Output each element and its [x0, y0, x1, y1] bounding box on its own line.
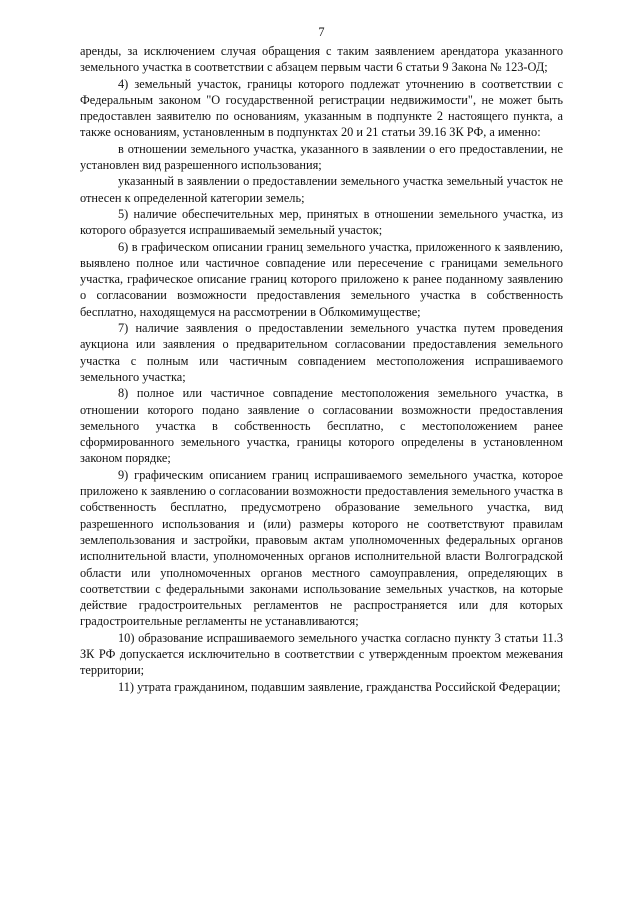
paragraph-item-11: 11) утрата гражданином, подавшим заявление, гражданства Российской Федерации;	[118, 679, 561, 694]
paragraph-item-6: 6) в графическом описании границ земельного участка, приложенного к заявлению, выявлено полное или частичное совпадение или пересечение с границами земельного участка, графическое описание границ которого приложено к ранее поданному заявлению о согласовании возможности предоставления земельного участка в собственность бесплатно, находящемуся на рассмотрении в Облкомимуществе;	[80, 239, 563, 319]
paragraph-item-8: 8) полное или частичное совпадение местоположения земельного участка, в отношении которого подано заявление о согласовании возможности предоставления земельного участка в собственность бесплатно, с местоположением ранее сформированного земельного участка, границы которого определены в установленном законом порядке;	[80, 386, 563, 466]
paragraph-item-10: 10) образование испрашиваемого земельного участка согласно пункту 3 статьи 11.3 ЗК РФ допускается исключительно в соответствии с утвержденным проектом межевания территории;	[80, 630, 563, 678]
paragraph-item-9: 9) графическим описанием границ испрашиваемого земельного участка, которое приложено к заявлению о согласовании возможности предоставления земельного участка в собственность бесплатно, предусмотрено образование земельного участка, вид разрешенного использования и (или) размеры которого не соответствуют правилам землепользования и застройки, правовым актам уполномоченных федеральных органов исполнительной власти, уполномоченных органов исполнительной власти Волгоградской области или уполномоченных органов местного самоуправления, определяющих в соответствии с федеральными законами использование земельных участков, на которые действие градостроительных регламентов не распространяется или для которых градостроительные регламенты не устанавливаются;	[80, 467, 563, 629]
paragraph-item-5: 5) наличие обеспечительных мер, принятых в отношении земельного участка, из которого образуется испрашиваемый земельный участок;	[80, 206, 563, 238]
paragraph-item-4-sub-2: указанный в заявлении о предоставлении земельного участка земельный участок не отнесен к определенной категории земель;	[80, 174, 563, 205]
paragraph-continuation: аренды, за исключением случая обращения с таким заявлением арендатора указанного земельного участка в соответствии с абзацем первым части 6 статьи 9 Закона № 123-ОД;	[80, 44, 563, 75]
paragraph-item-7: 7) наличие заявления о предоставлении земельного участка путем проведения аукциона или заявления о предварительном согласовании предоставления земельного участка с полным или частичным совпадением местоположения испрашиваемого земельного участка;	[80, 321, 563, 384]
page-number: 7	[318, 25, 325, 39]
paragraph-item-4: 4) земельный участок, границы которого подлежат уточнению в соответствии с Федеральным законом "О государственной регистрации недвижимости", не может быть предоставлен заявителю по основаниям, указанным в подпункте 2 настоящего пункта, а также основаниям, установленным в подпунктах 20 и 21 статьи 39.16 ЗК РФ, а именно:	[80, 76, 563, 140]
document-page	[80, 24, 563, 695]
paragraph-item-4-sub-1: в отношении земельного участка, указанного в заявлении о его предоставлении, не установлен вид разрешенного использования;	[80, 141, 563, 173]
